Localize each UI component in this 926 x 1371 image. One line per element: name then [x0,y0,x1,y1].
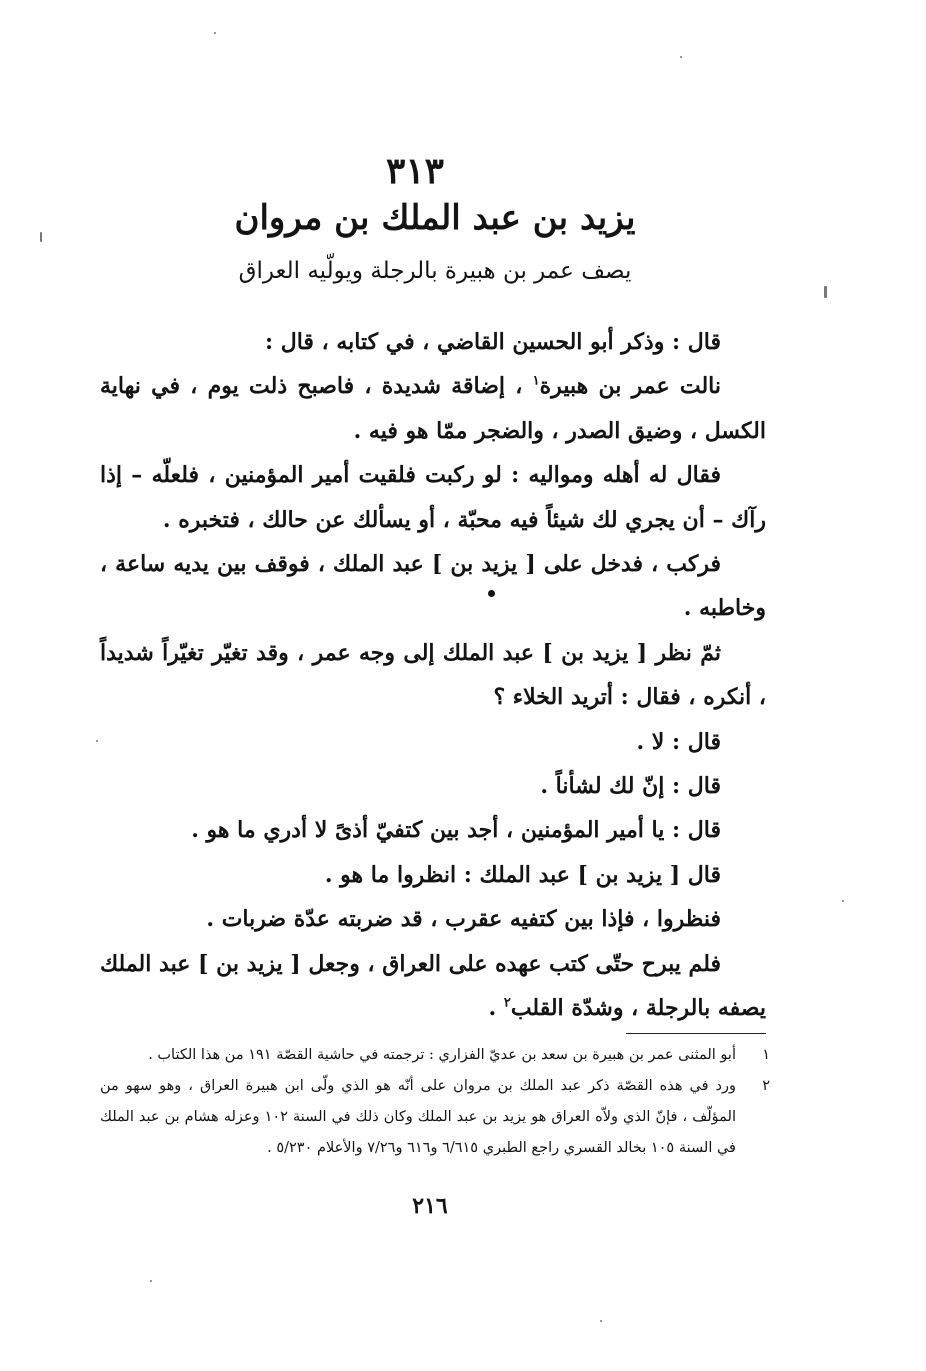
paragraph: قال [ يزيد بن ] عبد الملك : انظروا ما هو . [324,861,721,888]
scan-speck [150,1280,152,1282]
footnote-divider [626,1033,766,1034]
footnotes [100,1040,770,1164]
footnote-text: ورد في هذه القصّة ذكر عبد الملك بن مروان على أنّه هو الذي ولّى ابن هبيرة العراق ، وهو سهو من المؤلّف ، فإنّ الذي ولاّه العراق هو يزيد بن عبد الملك وكان ذلك في السنة ١٠٢ وعزله هشام بن عبد الملك في السنة ١٠٥ بخالد القسري راجع الطبري ٦/٦١٥ و٦١٦ و٧/٢٦ والأعلام ٥/٢٣٠ . [100,1078,736,1156]
footnote-ref: ١ [532,374,540,390]
paragraph: قال : لا . [636,728,721,755]
page-number: ٢١٦ [412,1193,448,1219]
paragraph: قال : يا أمير المؤمنين ، أجد بين كتفيّ أذىً لا أدري ما هو . [191,817,721,844]
paragraph: قال : إنّ لك لشأناً . [540,773,721,800]
story-body [100,320,766,1031]
paragraph: ثمّ نظر [ يزيد بن ] عبد الملك إلى وجه عمر ، وقد تغيّر تغيّراً شديداً ، أنكره ، فقال : أتريد الخلاء ؟ [100,639,766,711]
paragraph: فركب ، فدخل على [ يزيد بن ] عبد الملك ، فوقف بين يديه ساعة ، وخاطبه . [100,551,766,622]
story-number: ٣١٣ [385,150,444,192]
paragraph-text: . [488,995,504,1022]
footnote-number: ٢ [762,1078,770,1094]
paragraph: قال : وذكر أبو الحسين القاضي ، في كتابه ، قال : [264,329,721,355]
story-subtitle: يصف عمر بن هبيرة بالرجلة ويولّيه العراق [238,258,632,284]
paragraph [100,364,766,453]
footnote [100,1071,770,1164]
paragraph-text: فلم يبرح حتّى كتب عهده على العراق ، وجعل [ يزيد بن ] عبد الملك يصفه بالرجلة ، وشدّة القلب [100,950,766,1022]
footnote-ref: ٢ [503,995,511,1011]
scan-speck [214,32,216,34]
paragraph: فنظروا ، فإذا بين كتفيه عقرب ، قد ضربته عدّة ضربات . [206,906,721,933]
scan-speck [96,740,98,742]
paragraph-text: ، إضاقة شديدة ، فاصبح ذلت يوم ، في نهاية الكسل ، وضيق الصدر ، والضجر ممّا هو فيه . [100,373,766,444]
scan-speck [680,56,682,58]
footnote [100,1040,770,1071]
story-title: يزيد بن عبد الملك بن مروان [234,198,636,238]
paragraph-text: نالت عمر بن هبيرة [539,373,721,400]
scan-speck [824,286,827,298]
footnote-number: ١ [762,1047,770,1063]
scan-speck [600,1320,602,1322]
paragraph [100,942,766,1031]
footnote-text: أبو المثنى عمر بن هبيرة بن سعد بن عديّ الفزاري : ترجمته في حاشية القصّة ١٩١ من هذا الكتاب . [148,1047,736,1063]
scan-speck [842,900,844,902]
paragraph: فقال له أهله ومواليه : لو ركبت فلقيت أمير المؤمنين ، فلعلّه – إذا رآك – أن يجري لك شيئاً فيه محبّة ، أو يسألك عن حالك ، فتخبره . [100,462,766,533]
